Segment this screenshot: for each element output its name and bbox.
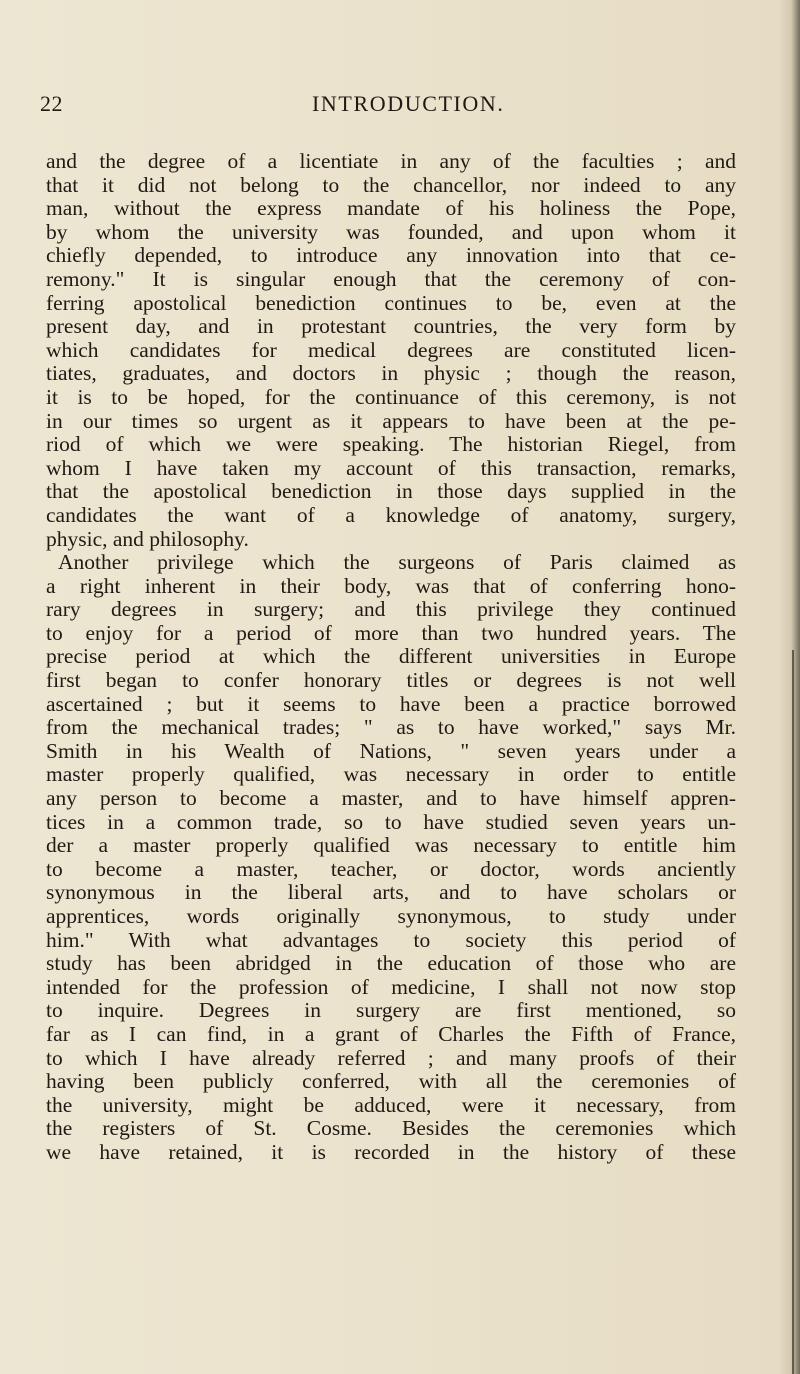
text-line: der a master properly qualified was necessary to entitle him: [46, 833, 736, 858]
text-line: physic, and philosophy.: [46, 526, 249, 551]
page-edge-shadow: [778, 0, 800, 1374]
text-line: ferring apostolical benediction continues to be, even at the: [46, 290, 736, 315]
text-line: to become a master, teacher, or doctor, words anciently: [46, 856, 736, 881]
text-line: first began to confer honorary titles or degrees is not well: [46, 668, 736, 693]
page-edge-line: [792, 650, 794, 1374]
text-line: chiefly depended, to introduce any innovation into that ce-: [46, 243, 736, 268]
text-line: him." With what advantages to society this period of: [46, 927, 736, 952]
text-line: the university, might be adduced, were it necessary, from: [46, 1092, 736, 1117]
text-line: and the degree of a licentiate in any of the faculties ; and: [46, 149, 736, 173]
text-line: to which I have already referred ; and many proofs of their: [46, 1045, 736, 1070]
text-line: tices in a common trade, so to have studied seven years un-: [46, 809, 736, 834]
text-line: apprentices, words originally synonymous, to study under: [46, 904, 736, 928]
text-line: man, without the express mandate of his holiness the Pope,: [46, 196, 736, 221]
text-line: candidates the want of a knowledge of anatomy, surgery,: [46, 502, 736, 527]
text-line: which candidates for medical degrees are constituted licen-: [46, 337, 736, 362]
text-line: having been publicly conferred, with all the ceremonies of: [46, 1069, 736, 1094]
text-line: ascertained ; but it seems to have been a practice borrowed: [46, 691, 736, 716]
page-number: 22: [40, 91, 63, 116]
text-line: from the mechanical trades; " as to have worked," says Mr.: [46, 715, 736, 740]
text-line: in our times so urgent as it appears to have been at the pe-: [46, 408, 736, 433]
text-line: synonymous in the liberal arts, and to have scholars or: [46, 880, 736, 905]
text-line: to enjoy for a period of more than two hundred years. The: [46, 620, 736, 645]
text-line: tiates, graduates, and doctors in physic ; though the reason,: [46, 361, 736, 386]
text-line: Smith in his Wealth of Nations, " seven years under a: [46, 738, 736, 763]
text-line: whom I have taken my account of this transaction, remarks,: [46, 455, 736, 480]
text-line: intended for the profession of medicine, I shall not now stop: [46, 974, 736, 999]
body-text: [46, 150, 736, 1165]
page-header: [40, 91, 740, 121]
text-line: master properly qualified, was necessary in order to entitle: [46, 762, 736, 787]
text-line: riod of which we were speaking. The historian Riegel, from: [46, 432, 736, 457]
text-line: a right inherent in their body, was that of conferring hono-: [46, 573, 736, 598]
text-line: precise period at which the different universities in Europe: [46, 644, 736, 669]
text-line: Another privilege which the surgeons of Paris claimed as: [58, 550, 736, 575]
text-line: by whom the university was founded, and upon whom it: [46, 219, 736, 244]
text-line: to inquire. Degrees in surgery are first mentioned, so: [46, 998, 736, 1023]
text-line: rary degrees in surgery; and this privilege they continued: [46, 597, 736, 622]
text-line: present day, and in protestant countries, the very form by: [46, 314, 736, 339]
text-line: we have retained, it is recorded in the history of these: [46, 1139, 736, 1164]
text-line: far as I can find, in a grant of Charles the Fifth of France,: [46, 1021, 736, 1046]
text-line: any person to become a master, and to have himself appren-: [46, 786, 736, 811]
text-line: it is to be hoped, for the continuance of this ceremony, is not: [46, 384, 736, 409]
running-head: INTRODUCTION.: [312, 91, 505, 116]
text-line: the registers of St. Cosme. Besides the ceremonies which: [46, 1116, 736, 1141]
text-line: remony." It is singular enough that the ceremony of con-: [46, 266, 736, 291]
text-line: that the apostolical benediction in those days supplied in the: [46, 479, 736, 504]
text-line: study has been abridged in the education of those who are: [46, 951, 736, 976]
text-line: that it did not belong to the chancellor, nor indeed to any: [46, 172, 736, 197]
